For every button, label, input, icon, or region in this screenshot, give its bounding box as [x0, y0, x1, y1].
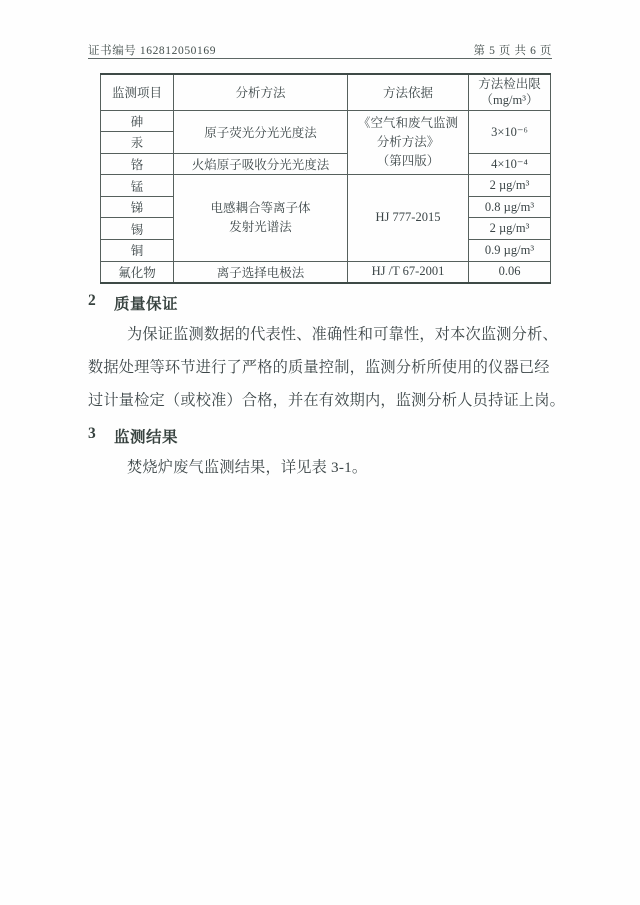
table-row-chromium: [101, 153, 551, 175]
page-number: 第 5 页 共 6 页: [473, 45, 552, 57]
paragraph-line: 数据处理等环节进行了严格的质量控制，监测分析所使用的仪器已经: [88, 359, 550, 376]
col-header-limit-line2: （mg/m³）: [480, 93, 539, 108]
cell-basis-air-manual-line3: （第四版）: [376, 153, 440, 168]
table-row-arsenic: [101, 110, 551, 132]
col-header-basis: 方法依据: [348, 74, 469, 110]
cell-item-mercury: 汞: [101, 132, 174, 154]
paragraph-line: 过计量检定（或校准）合格，并在有效期内，监测分析人员持证上岗。: [88, 392, 566, 409]
cell-method-flame-aas: 火焰原子吸收分光光度法: [174, 153, 348, 175]
cell-basis-air-manual-line1: 《空气和废气监测: [357, 115, 458, 130]
cell-limit-fluoride: 0.06: [469, 261, 551, 283]
header-rule: [88, 58, 552, 59]
cell-item-copper: 铜: [101, 240, 174, 262]
section-title: 监测结果: [114, 429, 179, 446]
quality-paragraph: [88, 318, 566, 417]
cell-method-icp-line2: 发射光谱法: [229, 219, 292, 234]
cell-limit-tin: 2 µg/m³: [469, 218, 551, 240]
table-row-fluoride: [101, 261, 551, 283]
section-heading-results: [88, 425, 178, 447]
cell-limit-manganese: 2 µg/m³: [469, 175, 551, 197]
section-heading-quality: [88, 292, 178, 314]
cell-method-icp: [174, 175, 348, 261]
page-header: [88, 42, 552, 58]
col-header-method: 分析方法: [174, 74, 348, 110]
certificate-number: 证书编号 162812050169: [88, 45, 217, 57]
cell-item-manganese: 锰: [101, 175, 174, 197]
cell-basis-air-manual-line2: 分析方法》: [376, 134, 440, 149]
method-table: [100, 73, 551, 284]
paragraph-line: 焚烧炉废气监测结果，详见表 3-1。: [127, 459, 368, 476]
col-header-item: 监测项目: [101, 74, 174, 110]
cell-item-antimony: 锑: [101, 196, 174, 218]
cell-item-chromium: 铬: [101, 153, 174, 175]
col-header-limit-line1: 方法检出限: [478, 76, 541, 91]
cell-method-icp-line1: 电感耦合等离子体: [210, 200, 311, 215]
table-row-manganese: [101, 175, 551, 197]
col-header-limit: [469, 74, 551, 110]
cell-item-arsenic: 砷: [101, 110, 174, 132]
cell-item-tin: 锡: [101, 218, 174, 240]
cell-method-ion-selective: 离子选择电极法: [174, 261, 348, 283]
cell-limit-arsenic-mercury: 3×10⁻⁶: [469, 110, 551, 153]
cell-limit-antimony: 0.8 µg/m³: [469, 196, 551, 218]
cell-basis-hjt67: HJ /T 67-2001: [348, 261, 469, 283]
section-title: 质量保证: [114, 296, 179, 313]
section-number: 3: [88, 425, 97, 442]
cell-method-atomic-fluorescence: 原子荧光分光光度法: [174, 110, 348, 153]
cell-basis-air-manual: [348, 110, 469, 175]
cell-item-fluoride: 氟化物: [101, 261, 174, 283]
section-number: 2: [88, 292, 97, 309]
table-header-row: [101, 74, 551, 110]
cell-limit-chromium: 4×10⁻⁴: [469, 153, 551, 175]
paragraph-line: 为保证监测数据的代表性、准确性和可靠性，对本次监测分析、: [127, 326, 558, 343]
results-paragraph: [88, 451, 550, 484]
cell-basis-hj777: HJ 777-2015: [348, 175, 469, 261]
cell-limit-copper: 0.9 µg/m³: [469, 240, 551, 262]
